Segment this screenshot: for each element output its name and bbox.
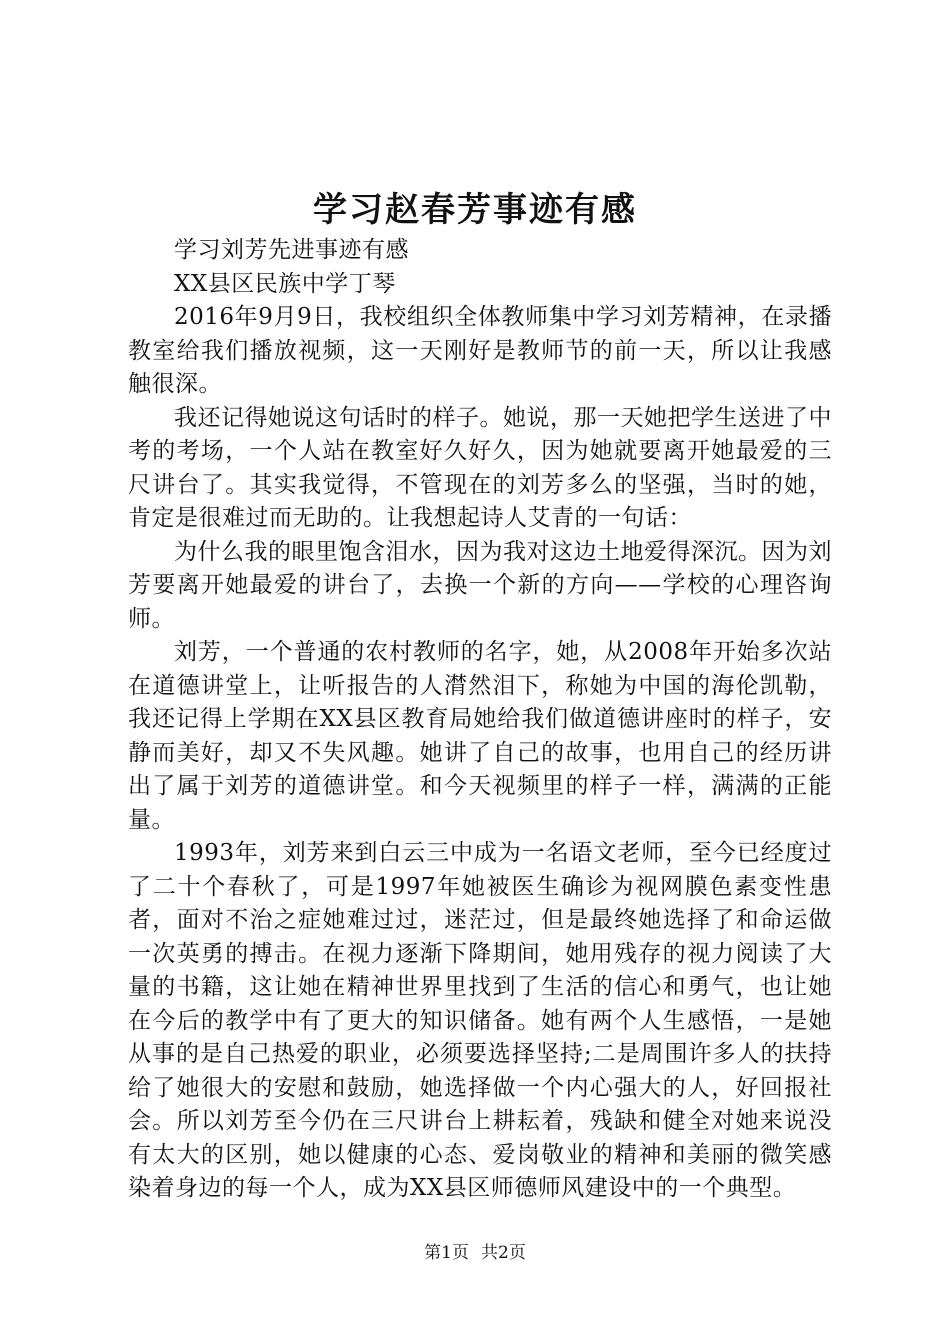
paragraph: 1993年，刘芳来到白云三中成为一名语文老师，至今已经度过了二十个春秋了，可是1997年她被医生确诊为视网膜色素变性患者，面对不治之症她难过过，迷茫过，但是最终她选择了和命运做一次英勇的搏击。在视力逐渐下降期间，她用残存的视力阅读了大量的书籍，这让她在精神世界里找到了生活的信心和勇气，也让她在今后的教学中有了更大的知识储备。她有两个人生感悟，一是她从事的是自己热爱的职业，必须要选择坚持;二是周围许多人的扶持给了她很大的安慰和鼓励，她选择做一个内心强大的人，好回报社会。所以刘芳至今仍在三尺讲台上耕耘着，残缺和健全对她来说没有太大的区别，她以健康的心态、爱岗敬业的精神和美丽的微笑感染着身边的每一个人，成为XX县区师德师风建设中的一个典型。 [128,840,832,1201]
document-title: 学习赵春芳事迹有感 [313,190,637,230]
paragraph: 我还记得她说这句话时的样子。她说，那一天她把学生送进了中考的考场，一个人站在教室好久好久，因为她就要离开她最爱的三尺讲台了。其实我觉得，不管现在的刘芳多么的坚强，当时的她，肯定是很难过而无助的。让我想起诗人艾青的一句话： [128,404,832,531]
paragraph-subtitle: 学习刘芳先进事迹有感 [174,237,409,263]
document-body [128,234,832,1206]
paragraph-author: XX县区民族中学丁琴 [174,270,396,297]
paragraph: 为什么我的眼里饱含泪水，因为我对这边土地爱得深沉。因为刘芳要离开她最爱的讲台了，去换一个新的方向——学校的心理咨询师。 [128,538,832,632]
page-number: 第1页 [424,1243,469,1263]
paragraph: 刘芳，一个普通的农村教师的名字，她，从2008年开始多次站在道德讲堂上，让听报告的人潸然泪下，称她为中国的海伦凯勒，我还记得上学期在XX县区教育局她给我们做道德讲座时的样子，安静而美好，却又不失风趣。她讲了自己的故事，也用自己的经历讲出了属于刘芳的道德讲堂。和今天视频里的样子一样，满满的正能量。 [128,639,832,833]
paragraph: 2016年9月9日，我校组织全体教师集中学习刘芳精神，在录播教室给我们播放视频，这一天刚好是教师节的前一天，所以让我感触很深。 [128,304,832,397]
page-footer [0,1241,950,1265]
page-count: 共2页 [481,1243,526,1263]
